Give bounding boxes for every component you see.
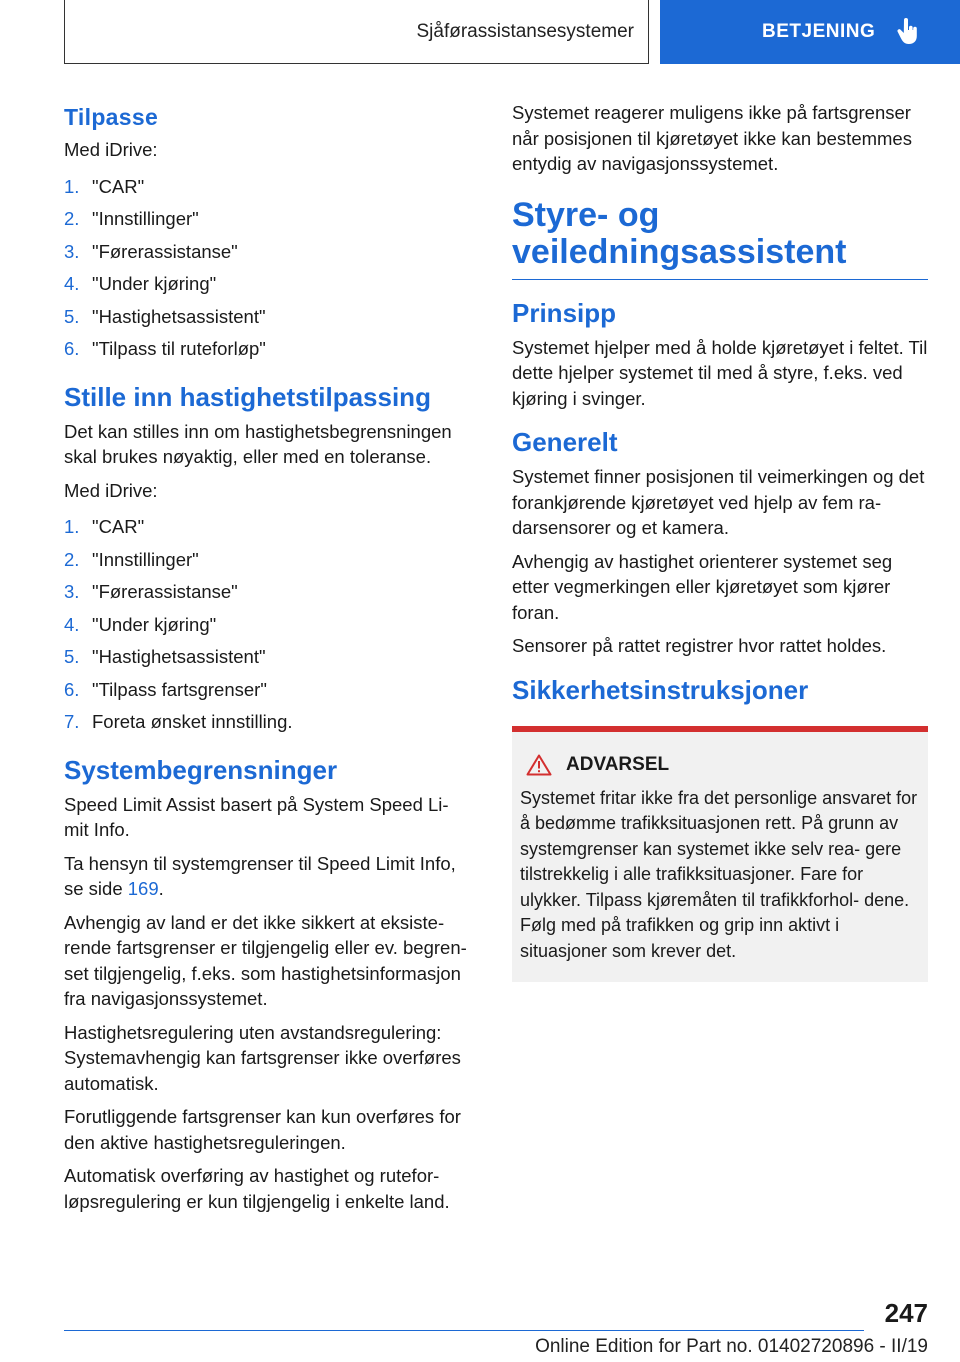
list-item bbox=[64, 511, 474, 544]
step-number: 7. bbox=[64, 711, 80, 732]
step-text: "Tilpass fartsgrenser" bbox=[92, 678, 267, 700]
system-paragraph-2-text: Ta hensyn til systemgrenser til Speed Limit Info, se side bbox=[64, 852, 456, 899]
footer-edition: Online Edition for Part no. 01402720896 - II/19 bbox=[535, 1336, 928, 1357]
system-paragraph-4: Hastighetsregulering uten avstandsregulering: Systemavhengig kan fartsgrenser ikke overføres automatisk. bbox=[64, 1021, 461, 1094]
system-paragraph-6: Automatisk overføring av hastighet og rutefor‐ løpsregulering er kun tilgjengelig i enkelte land. bbox=[64, 1165, 450, 1212]
step-text: "Innstillinger" bbox=[92, 548, 199, 570]
warning-title: ADVARSEL bbox=[566, 753, 670, 775]
right-column bbox=[512, 100, 928, 982]
step-text: Foreta ønsket innstilling. bbox=[92, 711, 293, 732]
generelt-paragraph-2: Avhengig av hastighet orienterer systemet seg etter vegmerkingen eller kjøretøyet som kjører foran. bbox=[512, 550, 893, 623]
section-title: Sjåførassistansesystemer bbox=[416, 20, 634, 42]
step-number: 1. bbox=[64, 175, 80, 197]
intro-paragraph: Systemet reagerer muligens ikke på fartsgrenser når posisjonen til kjøretøyet ikke kan bestemmes entydig av navigasjonssystemet. bbox=[512, 102, 912, 174]
step-text: "Førerassistanse" bbox=[92, 240, 238, 262]
header-chapter-tab[interactable] bbox=[660, 0, 960, 64]
list-item bbox=[64, 268, 474, 301]
step-number: 4. bbox=[64, 273, 80, 294]
step-text: "Tilpass til ruteforløp" bbox=[92, 338, 266, 359]
warning-box bbox=[512, 726, 928, 983]
step-text: "Førerassistanse" bbox=[92, 581, 238, 602]
warning-text: Systemet fritar ikke fra det personlige ansvaret for å bedømme trafikksituasjonen rett. På grunn av systemgrenser kan systemet ikke selv rea‐ gere tilstrekkelig i alle trafikksituasjoner. Fare for ulykker. Tilpass kjøremåten til trafikkforhol‐ dene. Følg med på trafikken og grip inn aktivt i situasjoner som krever det. bbox=[520, 787, 918, 961]
heading-generelt: Generelt bbox=[512, 427, 618, 457]
warning-header bbox=[526, 754, 920, 776]
list-item bbox=[64, 203, 474, 236]
stille-paragraph: Det kan stilles inn om hastighetsbegrensningen skal brukes nøyaktig, eller med en toleranse. bbox=[64, 420, 452, 467]
system-paragraph-5: Forutliggende fartsgrenser kan kun overføres for den aktive hastighetsreguleringen. bbox=[64, 1106, 461, 1153]
page-reference-link[interactable]: 169 bbox=[127, 878, 159, 899]
main-heading: Styre- og veiledningsassistent bbox=[512, 197, 928, 280]
list-item bbox=[64, 706, 474, 739]
step-text: "CAR" bbox=[92, 516, 145, 537]
generelt-paragraph-1: Systemet finner posisjonen til veimerkingen og det forankjørende kjøretøyet ved hjelp av fem ra‐ darsensorer og et kamera. bbox=[512, 466, 925, 538]
system-paragraph-1: Speed Limit Assist basert på System Speed Li‐ mit Info. bbox=[64, 793, 449, 840]
step-number: 4. bbox=[64, 613, 80, 635]
heading-tilpasse: Tilpasse bbox=[64, 104, 159, 130]
step-number: 2. bbox=[64, 208, 80, 229]
step-number: 5. bbox=[64, 305, 80, 327]
header-section-title bbox=[64, 0, 649, 64]
system-paragraph-2-end: . bbox=[158, 878, 164, 899]
step-text: "Under kjøring" bbox=[92, 613, 217, 635]
list-item bbox=[64, 609, 474, 642]
step-number: 3. bbox=[64, 240, 80, 262]
step-number: 2. bbox=[64, 548, 80, 570]
step-number: 1. bbox=[64, 516, 80, 537]
step-text: "Innstillinger" bbox=[92, 208, 199, 229]
system-paragraph-2 bbox=[64, 851, 474, 902]
step-number: 6. bbox=[64, 678, 80, 700]
hand-pointer-icon bbox=[897, 18, 919, 46]
heading-systembegrensninger: Systembegrensninger bbox=[64, 754, 338, 785]
list-item bbox=[64, 301, 474, 334]
step-text: "Under kjøring" bbox=[92, 273, 217, 294]
step-number: 6. bbox=[64, 338, 80, 359]
heading-prinsipp: Prinsipp bbox=[512, 297, 617, 328]
stille-intro: Med iDrive: bbox=[64, 479, 158, 501]
list-item bbox=[64, 576, 474, 609]
step-text: "Hastighetsassistent" bbox=[92, 305, 266, 327]
heading-sikkerhet: Sikkerhetsinstruksjoner bbox=[512, 674, 809, 705]
list-item bbox=[64, 674, 474, 707]
warning-triangle-icon bbox=[526, 754, 552, 776]
step-text: "Hastighetsassistent" bbox=[92, 646, 266, 667]
step-number: 3. bbox=[64, 581, 80, 602]
list-item bbox=[64, 171, 474, 204]
list-item bbox=[64, 236, 474, 269]
list-item bbox=[64, 544, 474, 577]
heading-stille-inn: Stille inn hastighetstilpassing bbox=[64, 381, 431, 412]
page-number: 247 bbox=[884, 1298, 928, 1328]
left-column bbox=[64, 100, 474, 1222]
footer-divider bbox=[64, 1330, 864, 1331]
step-number: 5. bbox=[64, 646, 80, 667]
list-item bbox=[64, 333, 474, 366]
chapter-title: BETJENING bbox=[762, 21, 876, 42]
list-item bbox=[64, 641, 474, 674]
system-paragraph-3: Avhengig av land er det ikke sikkert at eksiste‐ rende fartsgrenser er tilgjengelig eller ev. begren‐ set tilgjengelig, f.eks. som hastighetsinformasjon fra navigasjonssystemet. bbox=[64, 911, 467, 1009]
tilpasse-steps bbox=[64, 171, 474, 366]
prinsipp-paragraph: Systemet hjelper med å holde kjøretøyet i feltet. Til dette hjelper systemet til med å styre, f.eks. ved kjøring i svinger. bbox=[512, 336, 928, 409]
generelt-paragraph-3: Sensorer på rattet registrer hvor rattet holdes. bbox=[512, 635, 887, 656]
step-text: "CAR" bbox=[92, 175, 145, 197]
tilpasse-intro: Med iDrive: bbox=[64, 139, 158, 160]
stille-steps bbox=[64, 511, 474, 739]
